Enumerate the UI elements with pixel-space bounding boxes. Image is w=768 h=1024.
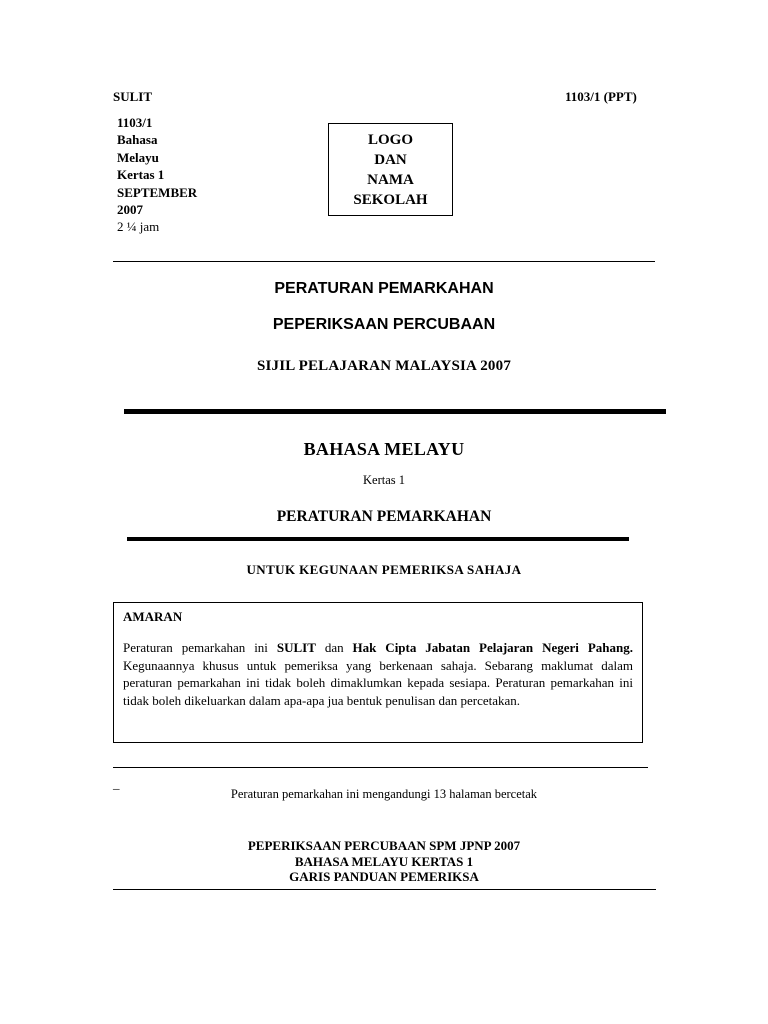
logo-line2: DAN (374, 151, 407, 168)
examiner-only-note: UNTUK KEGUNAAN PEMERIKSA SAHAJA (246, 562, 522, 577)
thick-divider-bottom (127, 537, 629, 541)
meta-subject-line1: Bahasa (117, 132, 158, 148)
exam-title: PEPERIKSAAN PERCUBAAN (272, 316, 496, 333)
subject-name: BAHASA MELAYU (303, 439, 465, 459)
header-divider (113, 261, 655, 262)
paper-meta (117, 114, 197, 236)
warning-bold-2: Hak Cipta Jabatan Pelajaran Negeri Pahang. (352, 640, 633, 655)
footer-line1: PEPERIKSAAN PERCUBAAN SPM JPNP 2007 (247, 838, 521, 853)
warning-text-1: Peraturan pemarkahan ini (123, 640, 277, 655)
footer-line2: BAHASA MELAYU KERTAS 1 (294, 853, 474, 869)
meta-paper: Kertas 1 (117, 167, 165, 183)
warning-text-2: dan (315, 640, 353, 655)
school-logo-placeholder (328, 123, 453, 216)
logo-line3: NAMA (367, 171, 414, 188)
warning-divider (113, 767, 648, 768)
logo-line4: SEKOLAH (353, 191, 428, 208)
subject-scheme: PERATURAN PEMARKAHAN (276, 508, 492, 525)
subject-paper: Kertas 1 (363, 473, 405, 487)
classification-label: SULIT (113, 89, 153, 104)
certificate-title: SIJIL PELAJARAN MALAYSIA 2007 (256, 358, 512, 374)
meta-subject-line2: Melayu (117, 149, 159, 165)
dash-mark: _ (113, 776, 120, 791)
warning-body (123, 639, 633, 709)
footer-block (0, 838, 768, 885)
footer-line3: GARIS PANDUAN PEMERIKSA (289, 869, 479, 884)
thick-divider-top (124, 409, 666, 414)
meta-month: SEPTEMBER (117, 184, 198, 200)
logo-line1: LOGO (367, 131, 413, 148)
scheme-title: PERATURAN PEMARKAHAN (274, 280, 494, 297)
meta-code: 1103/1 (117, 115, 153, 130)
meta-year: 2007 (117, 202, 143, 218)
footer-divider (113, 889, 656, 890)
warning-text-3: Kegunaannya khusus untuk pemeriksa yang berkenaan sahaja. Sebarang maklumat dalam peraturan pemarkahan ini tidak boleh dimaklumkan kepada sesiapa. Peraturan pemarkahan ini tidak boleh dikeluarkan dalam apa-apa jua bentuk penulisan dan percetakan. (123, 657, 633, 708)
warning-box (113, 602, 643, 743)
meta-duration: 2 ¼ jam (117, 219, 160, 235)
page-count-note: Peraturan pemarkahan ini mengandungi 13 halaman bercetak (230, 787, 538, 801)
paper-code: 1103/1 (PPT) (565, 89, 637, 104)
warning-title: AMARAN (123, 609, 183, 624)
warning-bold-1: SULIT (276, 640, 316, 655)
